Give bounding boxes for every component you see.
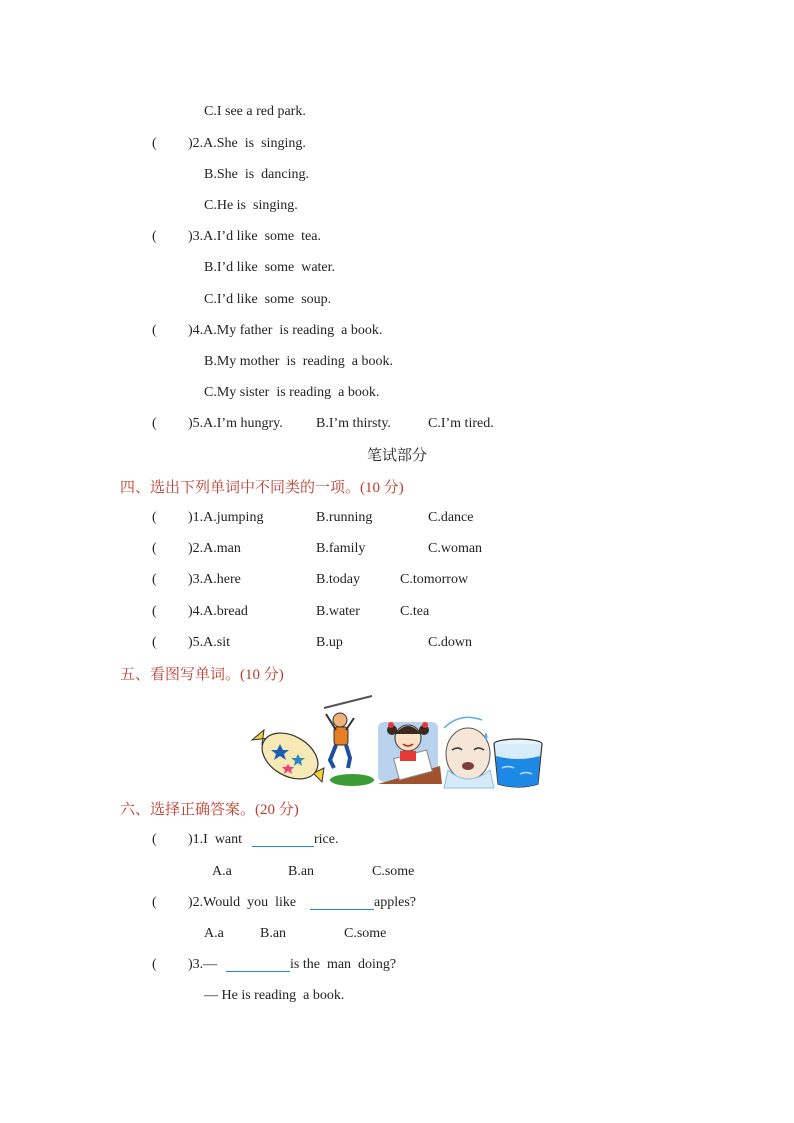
answer-paren[interactable]: ( [152, 572, 157, 587]
s6-q2-option-a: A.a [204, 926, 224, 941]
answer-paren[interactable]: ( [152, 510, 157, 525]
s4-q1-option-a: )1.A.jumping [188, 510, 264, 525]
answer-blank[interactable] [226, 971, 290, 972]
answer-blank[interactable] [252, 846, 314, 847]
q3-option-c: C.I’d like some soup. [204, 292, 332, 307]
glass-of-water-picture [494, 739, 542, 787]
crying-baby-picture [444, 717, 494, 788]
s4-q3-option-a: )3.A.here [188, 572, 241, 587]
answer-paren[interactable]: ( [152, 957, 157, 972]
q4-option-a: )4.A.My father is reading a book. [188, 323, 383, 338]
q4-option-c: C.My sister is reading a book. [204, 385, 380, 400]
picture-strip [250, 692, 550, 792]
answer-paren[interactable]: ( [152, 229, 157, 244]
q4-option-b: B.My mother is reading a book. [204, 354, 393, 369]
q2-option-c: C.He is singing. [204, 198, 298, 213]
s6-q2-tail: apples? [374, 895, 416, 910]
s6-q2-option-c: C.some [344, 926, 387, 941]
s6-q2-stem: )2.Would you like [188, 895, 297, 910]
s6-q1-stem: )1.I want [188, 832, 243, 847]
s6-q3-tail: is the man doing? [290, 957, 397, 972]
s4-q5-option-a: )5.A.sit [188, 635, 230, 650]
s6-q2-option-b: B.an [260, 926, 287, 941]
answer-paren[interactable]: ( [152, 541, 157, 556]
q5-option-c: C.I’m tired. [428, 416, 494, 431]
s4-q4-option-a: )4.A.bread [188, 604, 248, 619]
s4-q1-option-b: B.running [316, 510, 373, 525]
s6-q1-option-a: A.a [212, 864, 232, 879]
q2-option-a: )2.A.She is singing. [188, 136, 306, 151]
answer-blank[interactable] [310, 909, 374, 910]
s6-q3-answer: — He is reading a book. [204, 988, 345, 1003]
s4-q5-option-c: C.down [428, 635, 472, 650]
q2-option-b: B.She is dancing. [204, 167, 309, 182]
q1-option-c: C.I see a red park. [204, 104, 306, 119]
answer-paren[interactable]: ( [152, 635, 157, 650]
q3-option-b: B.I’d like some water. [204, 260, 336, 275]
s6-q3-stem: )3.— [188, 957, 218, 972]
answer-paren[interactable]: ( [152, 895, 157, 910]
s4-q4-option-b: B.water [316, 604, 360, 619]
q5-option-b: B.I’m thirsty. [316, 416, 391, 431]
s4-q3-option-b: B.today [316, 572, 360, 587]
girl-drawing-picture [378, 722, 442, 784]
s4-q2-option-c: C.woman [428, 541, 483, 556]
section-4-title: 四、选出下列单词中不同类的一项。(10 分) [120, 478, 404, 496]
written-part-heading: 笔试部分 [366, 446, 427, 464]
q3-option-a: )3.A.I’d like some tea. [188, 229, 321, 244]
answer-paren[interactable]: ( [152, 604, 157, 619]
s6-q1-option-b: B.an [288, 864, 315, 879]
answer-paren[interactable]: ( [152, 136, 157, 151]
answer-paren[interactable]: ( [152, 416, 157, 431]
q5-option-a: )5.A.I’m hungry. [188, 416, 283, 431]
candy-picture [252, 724, 326, 789]
s4-q3-option-c: C.tomorrow [400, 572, 469, 587]
s4-q5-option-b: B.up [316, 635, 343, 650]
s4-q2-option-a: )2.A.man [188, 541, 241, 556]
answer-paren[interactable]: ( [152, 323, 157, 338]
jumping-man-picture [324, 696, 374, 786]
s4-q2-option-b: B.family [316, 541, 366, 556]
s6-q1-option-c: C.some [372, 864, 415, 879]
section-6-title: 六、选择正确答案。(20 分) [120, 800, 299, 818]
answer-paren[interactable]: ( [152, 832, 157, 847]
s4-q4-option-c: C.tea [400, 604, 430, 619]
s6-q1-tail: rice. [314, 832, 339, 847]
s4-q1-option-c: C.dance [428, 510, 474, 525]
section-5-title: 五、看图写单词。(10 分) [120, 665, 284, 683]
